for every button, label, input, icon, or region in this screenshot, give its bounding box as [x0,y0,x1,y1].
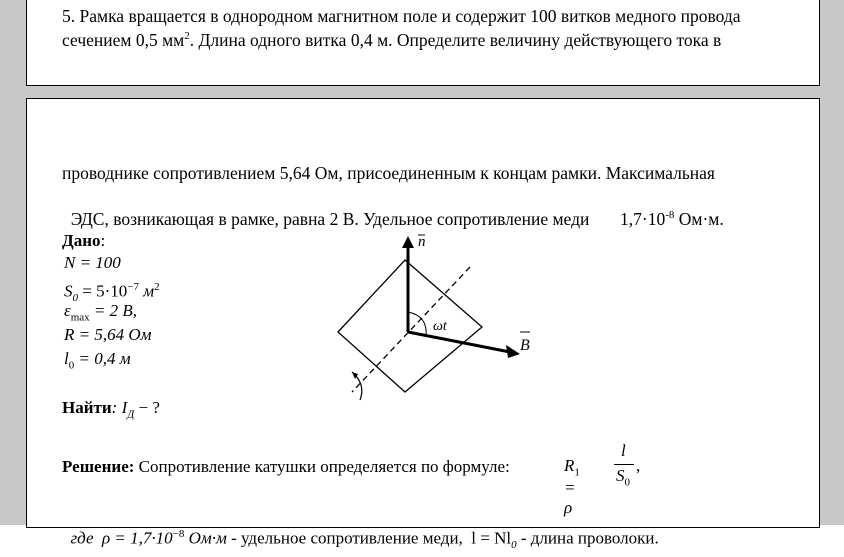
find-line [62,396,160,426]
formula-comma: , [636,456,641,475]
normal-arrowhead [402,236,414,248]
given-S0-symbol: S [64,281,73,301]
b-arrowhead [506,345,520,358]
problem-line-4b: Ом·м. [674,208,724,229]
n-label: n [418,234,426,250]
find-text: : I [111,398,128,417]
problem-line-1: 5. Рамка вращается в однородном магнитном поле и содержит 100 витков медного провода [62,6,741,26]
given-S0-unit: м [138,281,155,301]
formula-den-symbol: S [616,466,625,485]
solution-line-1 [62,455,510,479]
rotating-frame-diagram [330,232,550,402]
given-emax-value: = 2 В, [89,301,138,320]
formula-denominator [616,466,630,488]
given-title-text: Дано [62,231,101,250]
find-question: − ? [134,398,160,417]
given-title [62,229,105,253]
problem-line-2b: . Длина одного витка 0,4 м. Определите величину действующего тока в [189,29,722,50]
solution-rho-exp: −8 [172,528,185,540]
b-label: B [520,337,530,354]
problem-line-2 [62,26,721,50]
solution-rho: где ρ = 1,7·10 [70,528,173,548]
problem-line-4 [62,185,724,229]
solution-title: Решение: [62,457,135,476]
formula-R1-symbol: R [564,456,575,475]
given-emax-symbol: ε [64,301,71,320]
formula-R1-sub: 1 [574,466,580,479]
rotation-axis [352,267,470,392]
given-R: R = 5,64 Ом [64,325,152,344]
problem-line-4-sup: -8 [665,209,675,221]
given-colon: : [100,231,106,250]
solution-rho-unit: Ом·м [184,528,227,548]
fraction-bar [614,464,634,465]
given-l0-sub: 0 [68,359,75,372]
given-emax-sub: max [70,311,90,324]
given-S0-value: = 5·10 [78,281,128,301]
omega-t-label: ωt [433,319,447,334]
given-S0-sub: 0 [72,292,78,305]
solution-line-2 [62,498,659,557]
find-sub: Д [127,408,135,421]
formula-numerator: l [621,441,626,460]
given-N: N = 100 [64,253,121,272]
given-l0-symbol: l [64,349,69,368]
formula-den-sub: 0 [624,476,630,489]
solution-line-2-text: - удельное сопротивление меди, l = Nl [226,528,512,548]
problem-line-4a: ЭДС, возникающая в рамке, равна 2 В. Удельное сопротивление меди 1,7·10 [70,208,666,229]
b-vector [408,332,510,352]
find-title: Найти [62,398,112,417]
solution-text: Сопротивление катушки определяется по формуле: [134,457,510,476]
problem-line-3: проводнике сопротивлением 5,64 Ом, присоединенным к концам рамки. Максимальная [62,163,715,183]
solution-l0-sub: 0 [511,539,517,552]
problem-line-2a: сечением 0,5 мм [62,29,185,50]
given-l0-value: = 0,4 м [74,349,131,368]
given-S0-exp: −7 [127,281,139,293]
problem-line-2-sup: 2 [184,30,190,42]
solution-line-2-end: - длина проволоки. [516,528,659,548]
given-l0 [64,347,131,377]
given-S0-unit-sup: 2 [154,281,160,293]
frame-square [338,260,482,392]
formula-eq: = ρ [564,478,576,518]
